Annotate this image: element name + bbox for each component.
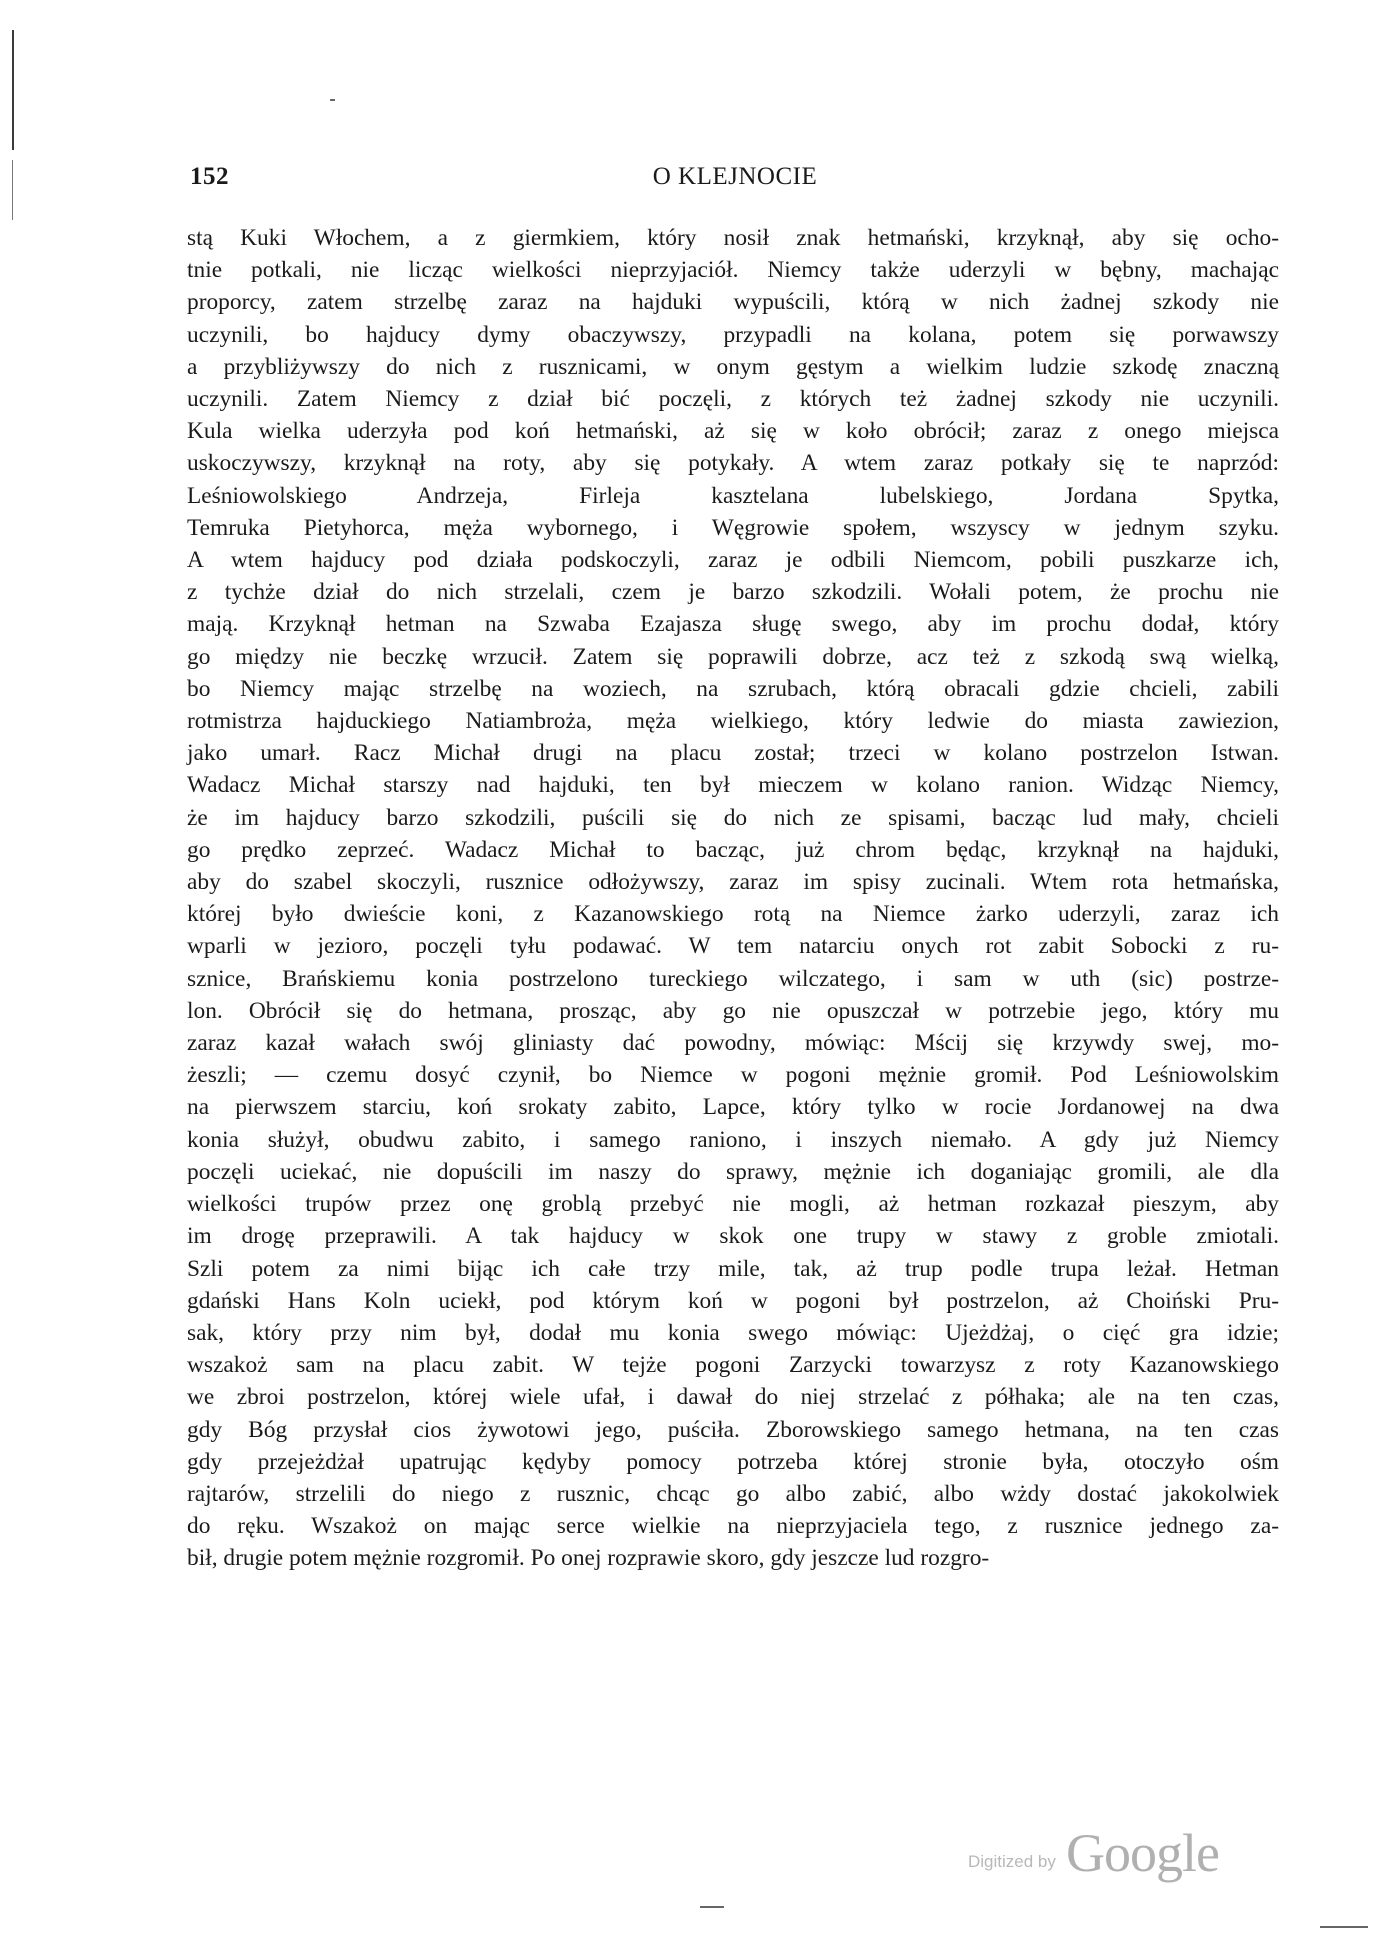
text-line: Szli potem za nimi bijąc ich całe trzy mile, tak, aż trup podle trupa leżał. Hetman bbox=[187, 1255, 1279, 1282]
text-line: że im hajducy barzo szkodzili, puścili się do nich ze spisami, bacząc lud mały, chcieli bbox=[187, 804, 1279, 831]
text-line: uskoczywszy, krzyknął na roty, aby się potykały. A wtem zaraz potkały się te naprzód: bbox=[187, 450, 1279, 477]
text-line: na pierwszem starciu, koń srokaty zabito, Lapce, który tylko w rocie Jordanowej na dwa bbox=[187, 1094, 1279, 1121]
text-line: go między nie beczkę wrzucił. Zatem się poprawili dobrze, acz też z szkodą swą wielką, bbox=[187, 643, 1279, 670]
scan-speck bbox=[700, 1906, 724, 1908]
text-line: sak, który przy nim był, dodał mu konia swego mówiąc: Ujeżdżaj, o cięć gra idzie; bbox=[187, 1319, 1279, 1346]
text-line: poczęli uciekać, nie dopuścili im naszy do sprawy, mężnie ich doganiając gromili, ale dla bbox=[187, 1158, 1279, 1185]
scan-speck bbox=[330, 99, 335, 101]
page-header bbox=[190, 163, 1280, 203]
text-line: uczynili. Zatem Niemcy z dział bić poczęli, z których też żadnej szkody nie uczynili. bbox=[187, 386, 1279, 413]
text-line: której było dwieście koni, z Kazanowskiego rotą na Niemce żarko uderzyli, zaraz ich bbox=[187, 901, 1279, 928]
text-line: wszakoż sam na placu zabit. W tejże pogoni Zarzycki towarzysz z roty Kazanowskiego bbox=[187, 1352, 1279, 1379]
text-line: we zbroi postrzelon, której wiele ufał, i dawał do niej strzelać z półhaka; ale na ten czas, bbox=[187, 1384, 1279, 1411]
text-line: go prędko zeprzeć. Wadacz Michał to bacząc, już chrom będąc, krzyknął na hajduki, bbox=[187, 836, 1279, 863]
text-line: Leśniowolskiego Andrzeja, Firleja kasztelana lubelskiego, Jordana Spytka, bbox=[187, 482, 1279, 509]
text-line: jako umarł. Racz Michał drugi na placu został; trzeci w kolano postrzelon Istwan. bbox=[187, 740, 1279, 767]
text-line: mają. Krzyknął hetman na Szwaba Ezajasza sługę swego, aby im prochu dodał, który bbox=[187, 611, 1279, 638]
text-line: żeszli; — czemu dosyć czynił, bo Niemce w pogoni mężnie gromił. Pod Leśniowolskim bbox=[187, 1062, 1279, 1089]
text-line: A wtem hajducy pod działa podskoczyli, zaraz je odbili Niemcom, pobili puszkarze ich, bbox=[187, 547, 1279, 574]
page-number: 152 bbox=[190, 163, 229, 190]
body-text bbox=[187, 222, 1279, 1575]
text-line: tnie potkali, nie licząc wielkości nieprzyjaciół. Niemcy także uderzyli w bębny, machając bbox=[187, 257, 1279, 284]
text-line: proporcy, zatem strzelbę zaraz na hajduki wypuścili, którą w nich żadnej szkody nie bbox=[187, 289, 1279, 316]
digitized-label: Digitized by bbox=[968, 1852, 1056, 1871]
text-line: Wadacz Michał starszy nad hajduki, ten był mieczem w kolano ranion. Widząc Niemcy, bbox=[187, 772, 1279, 799]
text-line: gdy Bóg przysłał cios żywotowi jego, puściła. Zborowskiego samego hetmana, na ten czas bbox=[187, 1416, 1279, 1443]
text-line: Temruka Pietyhorca, męża wybornego, i Węgrowie społem, wszyscy w jednym szyku. bbox=[187, 514, 1279, 541]
text-line: rajtarów, strzelili do niego z rusznic, chcąc go albo zabić, albo wżdy dostać jakokolwiek bbox=[187, 1480, 1279, 1507]
text-line: sznice, Brańskiemu konia postrzelono tureckiego wilczatego, i sam w uth (sic) postrze- bbox=[187, 965, 1279, 992]
text-line: zaraz kazał wałach swój gliniasty dać powodny, mówiąc: Mścij się krzywdy swej, mo- bbox=[187, 1030, 1279, 1057]
text-line: stą Kuki Włochem, a z giermkiem, który nosił znak hetmański, krzyknął, aby się ocho- bbox=[187, 225, 1279, 251]
google-logo: Google bbox=[1066, 1823, 1219, 1883]
text-line: aby do szabel skoczyli, rusznice odłożywszy, zaraz im spisy zucinali. Wtem rota hetmańska, bbox=[187, 869, 1279, 896]
text-line: bo Niemcy mając strzelbę na woziech, na szrubach, którą obracali gdzie chcieli, zabili bbox=[187, 675, 1279, 702]
text-line: Kula wielka uderzyła pod koń hetmański, aż się w koło obrócił; zaraz z onego miejsca bbox=[187, 418, 1279, 445]
text-line: rotmistrza hajduckiego Natiambroża, męża wielkiego, który ledwie do miasta zawiezion, bbox=[187, 708, 1279, 735]
text-line: z tychże dział do nich strzelali, czem je barzo szkodzili. Wołali potem, że prochu nie bbox=[187, 579, 1279, 606]
text-line: wielkości trupów przez onę groblą przebyć nie mogli, aż hetman rozkazał pieszym, aby bbox=[187, 1191, 1279, 1218]
digitized-by-stamp bbox=[968, 1822, 1228, 1892]
text-line: lon. Obrócił się do hetmana, prosząc, aby go nie opuszczał w potrzebie jego, który mu bbox=[187, 997, 1279, 1024]
text-line: bił, drugie potem mężnie rozgromił. Po onej rozprawie skoro, gdy jeszcze lud rozgro- bbox=[187, 1545, 990, 1572]
scan-border-mark bbox=[12, 160, 13, 220]
running-title: O KLEJNOCIE bbox=[652, 163, 818, 190]
text-line: gdy przejeżdżał upatrując kędyby pomocy potrzeba której stronie była, otoczyło ośm bbox=[187, 1448, 1279, 1475]
text-line: uczynili, bo hajducy dymy obaczywszy, przypadli na kolana, potem się porwawszy bbox=[187, 321, 1279, 348]
text-line: gdański Hans Koln uciekł, pod którym koń w pogoni był postrzelon, aż Choiński Pru- bbox=[187, 1287, 1279, 1314]
text-line: im drogę przeprawili. A tak hajducy w skok one trupy w stawy z groble zmiotali. bbox=[187, 1223, 1279, 1250]
text-line: konia służył, obudwu zabito, i samego raniono, i inszych niemało. A gdy już Niemcy bbox=[187, 1126, 1279, 1153]
text-line: do ręku. Wszakoż on mając serce wielkie na nieprzyjaciela tego, z rusznice jednego za- bbox=[187, 1513, 1279, 1540]
text-line: a przybliżywszy do nich z rusznicami, w onym gęstym a wielkim ludzie szkodę znaczną bbox=[187, 353, 1279, 380]
scan-speck bbox=[1320, 1926, 1368, 1928]
scan-border-mark bbox=[12, 30, 14, 150]
text-line: wparli w jezioro, poczęli tyłu podawać. W tem natarciu onych rot zabit Sobocki z ru- bbox=[187, 933, 1279, 960]
